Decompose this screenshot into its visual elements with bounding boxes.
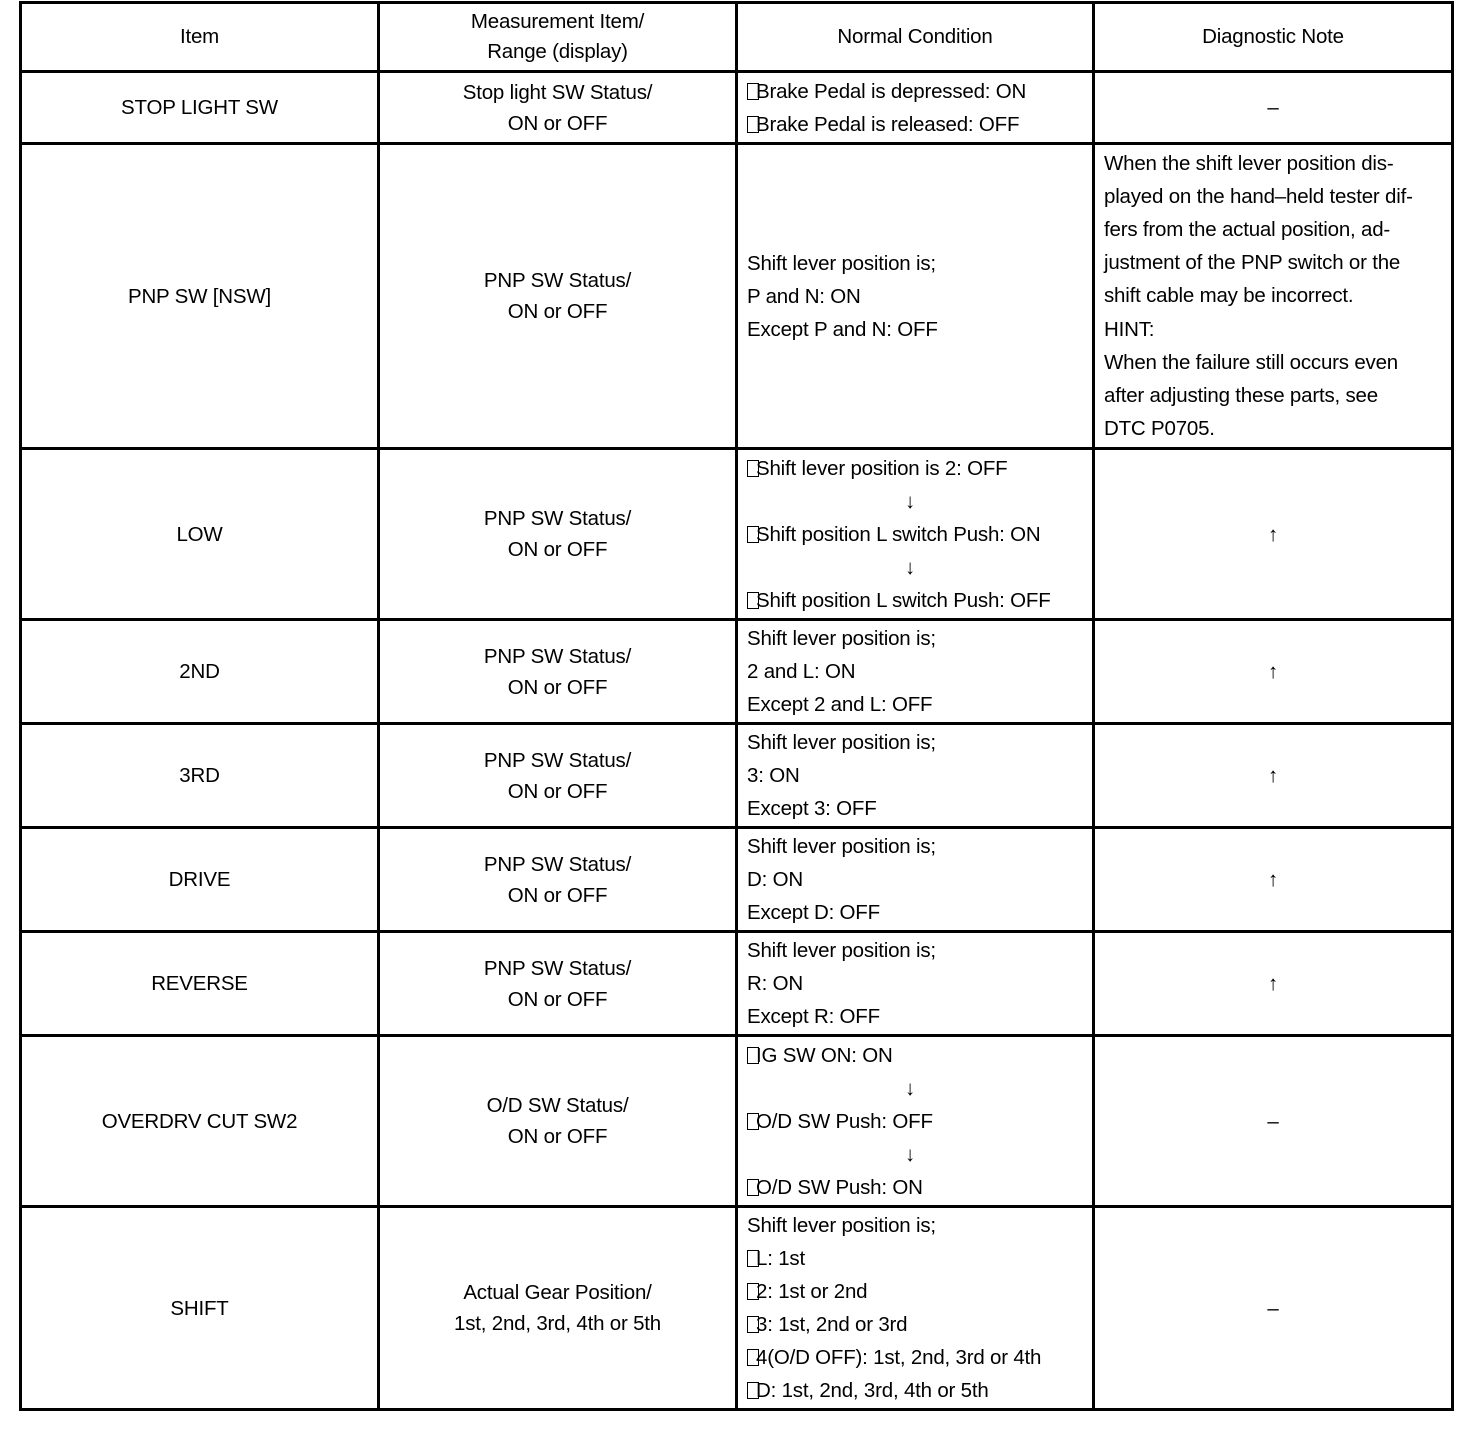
normal-condition-cell bbox=[737, 1036, 1094, 1207]
condition-line: 3: ON bbox=[747, 764, 800, 787]
note-line: justment of the PNP switch or the bbox=[1104, 251, 1401, 275]
normal-condition-cell bbox=[737, 449, 1094, 620]
condition-line: Shift lever position is; bbox=[747, 939, 936, 962]
down-arrow-icon: ↓ bbox=[905, 489, 916, 513]
condition-line: 3: 1st, 2nd or 3rd bbox=[747, 1308, 1083, 1341]
note-line: When the failure still occurs even bbox=[1104, 350, 1399, 374]
measurement-range: ON or OFF bbox=[507, 111, 608, 135]
condition-line: 2: 1st or 2nd bbox=[747, 1275, 1083, 1308]
measurement-cell bbox=[379, 1207, 737, 1410]
diagnostic-note-cell: – bbox=[1094, 72, 1453, 144]
item-cell: PNP SW [NSW] bbox=[21, 144, 379, 449]
table-header-row bbox=[21, 3, 1453, 72]
condition-line: O/D SW Push: OFF bbox=[747, 1105, 1083, 1138]
condition-line: Shift lever position is 2: OFF bbox=[747, 452, 1083, 485]
item-cell: REVERSE bbox=[21, 932, 379, 1036]
diagnostic-note-cell: ↑ bbox=[1094, 828, 1453, 932]
normal-condition-cell bbox=[737, 620, 1094, 724]
measurement-cell bbox=[379, 72, 737, 144]
table-row bbox=[21, 1036, 1453, 1207]
measurement-range: ON or OFF bbox=[507, 883, 608, 907]
measurement-range: ON or OFF bbox=[507, 675, 608, 699]
item-cell: 2ND bbox=[21, 620, 379, 724]
condition-line: Shift lever position is; bbox=[747, 251, 936, 275]
measurement-line: PNP SW Status/ bbox=[483, 269, 632, 292]
note-line: fers from the actual position, ad- bbox=[1104, 217, 1391, 241]
measurement-line: PNP SW Status/ bbox=[483, 956, 632, 980]
measurement-line: PNP SW Status/ bbox=[483, 852, 632, 876]
note-line: after adjusting these parts, see bbox=[1104, 384, 1378, 407]
table-row bbox=[21, 72, 1453, 144]
condition-line: D: 1st, 2nd, 3rd, 4th or 5th bbox=[747, 1374, 1083, 1407]
diagnostic-note-cell: ↑ bbox=[1094, 620, 1453, 724]
item-cell: STOP LIGHT SW bbox=[21, 72, 379, 144]
measurement-line: PNP SW Status/ bbox=[483, 644, 632, 668]
condition-line: R: ON bbox=[747, 972, 803, 995]
normal-condition-cell bbox=[737, 72, 1094, 144]
condition-line: Brake Pedal is depressed: ON bbox=[747, 75, 1083, 108]
table-row bbox=[21, 828, 1453, 932]
measurement-cell bbox=[379, 932, 737, 1036]
item-cell: LOW bbox=[21, 449, 379, 620]
measurement-range: ON or OFF bbox=[507, 300, 608, 323]
down-arrow-icon: ↓ bbox=[905, 1076, 916, 1100]
condition-line: Except P and N: OFF bbox=[747, 317, 938, 341]
condition-line: Except 3: OFF bbox=[747, 797, 877, 820]
normal-condition-cell bbox=[737, 828, 1094, 932]
table-row bbox=[21, 1207, 1453, 1410]
item-cell: DRIVE bbox=[21, 828, 379, 932]
normal-condition-cell bbox=[737, 144, 1094, 449]
measurement-range: ON or OFF bbox=[507, 1125, 608, 1148]
header-normal-condition: Normal Condition bbox=[737, 3, 1094, 72]
measurement-cell bbox=[379, 828, 737, 932]
down-arrow-icon: ↓ bbox=[905, 555, 916, 579]
measurement-line: O/D SW Status/ bbox=[486, 1094, 629, 1117]
measurement-line: PNP SW Status/ bbox=[483, 507, 632, 530]
diagnostic-note-cell: – bbox=[1094, 1036, 1453, 1207]
diagnostic-note-cell: ↑ bbox=[1094, 932, 1453, 1036]
measurement-range: ON or OFF bbox=[507, 779, 608, 803]
table-row bbox=[21, 144, 1453, 449]
table-row bbox=[21, 620, 1453, 724]
measurement-cell bbox=[379, 1036, 737, 1207]
measurement-cell bbox=[379, 724, 737, 828]
condition-line: Shift lever position is; bbox=[747, 627, 936, 650]
condition-line: Except D: OFF bbox=[747, 901, 880, 924]
condition-line: O/D SW Push: ON bbox=[747, 1171, 1083, 1204]
header-item: Item bbox=[21, 3, 379, 72]
normal-condition-cell bbox=[737, 932, 1094, 1036]
condition-line: Shift lever position is; bbox=[747, 1214, 936, 1237]
condition-line: Shift position L switch Push: OFF bbox=[747, 584, 1083, 617]
note-line: shift cable may be incorrect. bbox=[1104, 284, 1354, 308]
measurement-range: ON or OFF bbox=[507, 538, 608, 561]
note-line: When the shift lever position dis- bbox=[1104, 151, 1394, 175]
item-cell: SHIFT bbox=[21, 1207, 379, 1410]
diagnostic-note-cell: ↑ bbox=[1094, 449, 1453, 620]
table-row bbox=[21, 932, 1453, 1036]
note-line: played on the hand–held tester dif- bbox=[1104, 184, 1413, 208]
condition-line: Shift lever position is; bbox=[747, 835, 936, 858]
header-diagnostic-note: Diagnostic Note bbox=[1094, 3, 1453, 72]
diagnostic-data-table bbox=[19, 1, 1454, 1411]
measurement-range: ON or OFF bbox=[507, 987, 608, 1011]
normal-condition-cell bbox=[737, 1207, 1094, 1410]
header-measurement bbox=[379, 3, 737, 72]
measurement-line: Stop light SW Status/ bbox=[462, 80, 653, 104]
diagnostic-note-cell: ↑ bbox=[1094, 724, 1453, 828]
note-hint-label: HINT: bbox=[1104, 317, 1155, 341]
measurement-cell bbox=[379, 620, 737, 724]
condition-line: Brake Pedal is released: OFF bbox=[747, 108, 1083, 141]
measurement-line: Actual Gear Position/ bbox=[463, 1281, 652, 1304]
item-cell: OVERDRV CUT SW2 bbox=[21, 1036, 379, 1207]
measurement-line: PNP SW Status/ bbox=[483, 748, 632, 772]
measurement-cell bbox=[379, 449, 737, 620]
down-arrow-icon: ↓ bbox=[905, 1142, 916, 1166]
table-row bbox=[21, 449, 1453, 620]
diagnostic-note-cell: – bbox=[1094, 1207, 1453, 1410]
note-line: DTC P0705. bbox=[1104, 417, 1215, 441]
condition-line: 4(O/D OFF): 1st, 2nd, 3rd or 4th bbox=[747, 1341, 1083, 1374]
measurement-range: 1st, 2nd, 3rd, 4th or 5th bbox=[454, 1312, 661, 1335]
diagnostic-note-cell bbox=[1094, 144, 1453, 449]
condition-line: L: 1st bbox=[747, 1242, 1083, 1275]
condition-line: D: ON bbox=[747, 868, 803, 891]
item-cell: 3RD bbox=[21, 724, 379, 828]
condition-line: Shift position L switch Push: ON bbox=[747, 518, 1083, 551]
header-measurement-line2: Range (display) bbox=[487, 40, 628, 63]
condition-line: Shift lever position is; bbox=[747, 731, 936, 754]
condition-line: Except 2 and L: OFF bbox=[747, 693, 933, 716]
header-measurement-line1: Measurement Item/ bbox=[470, 10, 645, 33]
condition-line: P and N: ON bbox=[747, 284, 861, 308]
condition-line: 2 and L: ON bbox=[747, 660, 856, 683]
table-row bbox=[21, 724, 1453, 828]
measurement-cell bbox=[379, 144, 737, 449]
condition-line: IG SW ON: ON bbox=[747, 1039, 1083, 1072]
normal-condition-cell bbox=[737, 724, 1094, 828]
condition-line: Except R: OFF bbox=[747, 1005, 880, 1028]
